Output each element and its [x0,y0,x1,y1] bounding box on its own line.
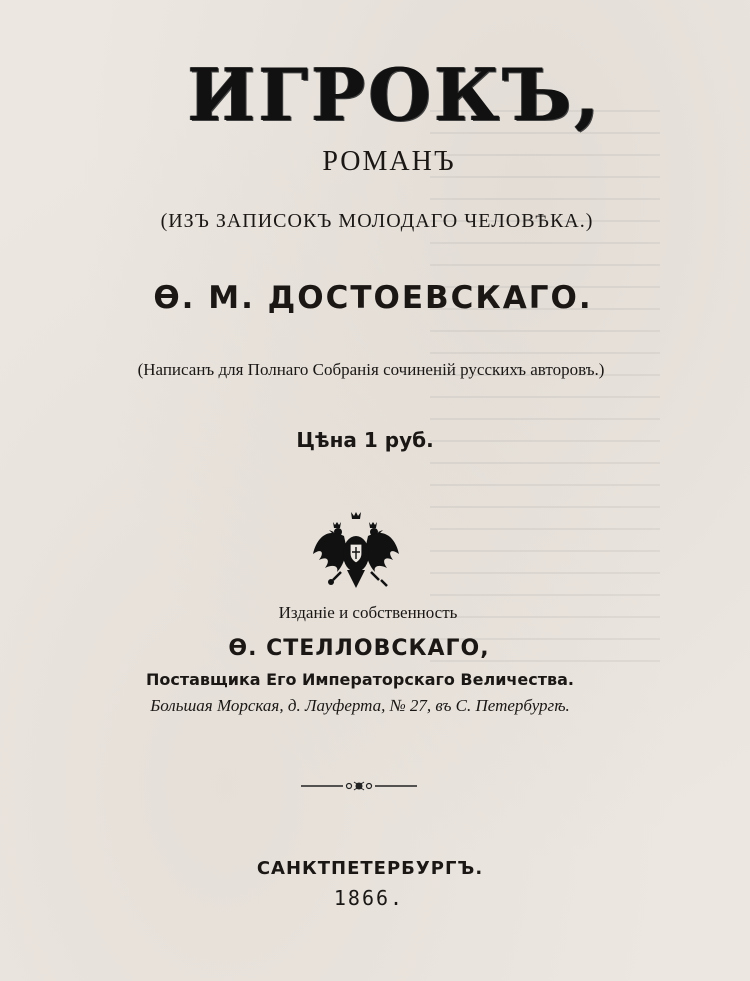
edition-note: (Написанъ для Полнаго Собранія сочиненій русскихъ авторовъ.) [137,360,605,379]
publisher-address: Большая Морская, д. Лауферта, № 27, въ С. Петербургѣ. [150,696,570,715]
price-label: Цѣна 1 руб. [296,428,434,452]
subtitle: (ИЗЪ ЗАПИСОКЪ МОЛОДАГО ЧЕЛОВѢКА.) [160,210,594,232]
double-headed-eagle-icon [311,510,401,592]
show-through-text [430,110,660,670]
publication-year: 1866. [333,886,405,910]
publisher-title: Поставщика Его Императорскаго Величества. [145,670,574,689]
publisher-name: Ѳ. СТЕЛЛОВСКАГО, [228,636,490,661]
publication-city: САНКТПЕТЕРБУРГЪ. [256,858,484,879]
book-title: ИГРОКЪ, [187,52,603,137]
divider-ornament-icon [299,778,419,794]
publisher-intro: Изданіе и собственность [278,603,458,622]
author-name: Ѳ. М. ДОСТОЕВСКАГО. [153,280,593,316]
genre-label: РОМАНЪ [322,146,456,177]
